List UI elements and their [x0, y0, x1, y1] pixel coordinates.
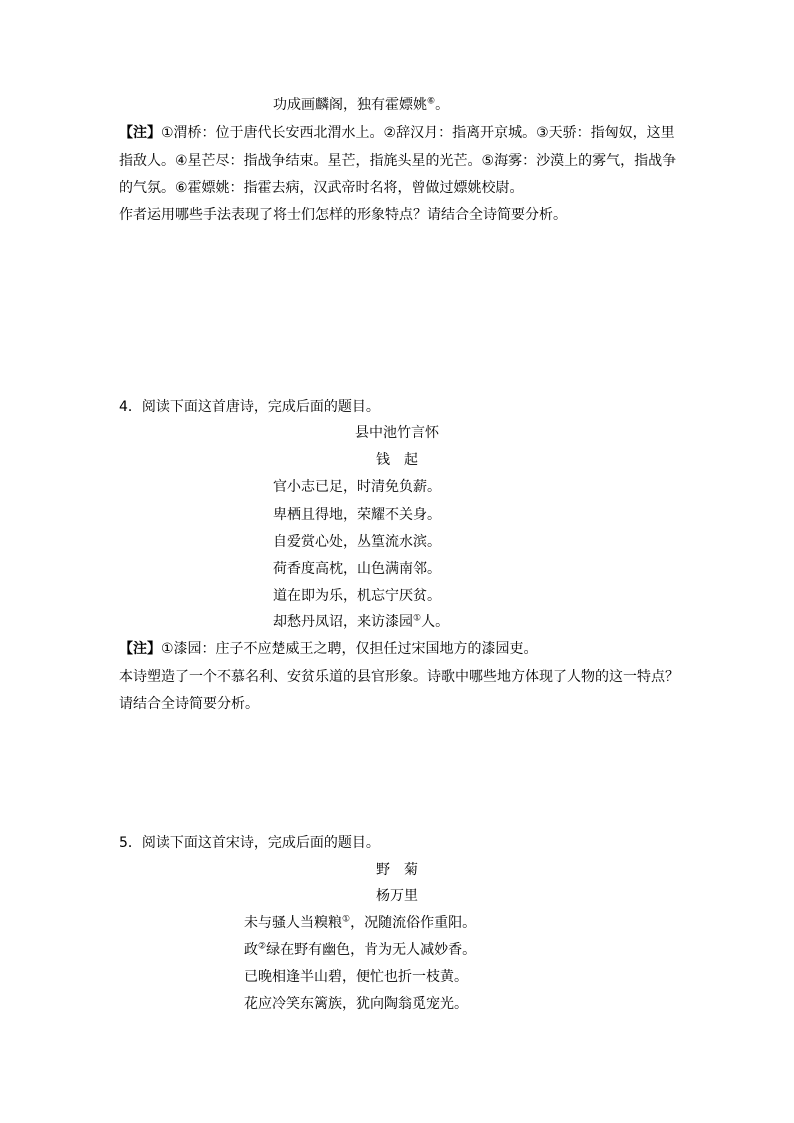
q4-question-line-1: 本诗塑造了一个不慕名利、安贫乐道的县官形象。诗歌中哪些地方体现了人物的这一特点？ [119, 669, 679, 685]
q5-poem-line-4: 花应冷笑东篱族，犹向陶翁觅宠光。 [244, 996, 468, 1012]
q4-note-tag: 【注】 [119, 641, 161, 657]
q5-poem-line-1 [244, 913, 476, 933]
q3-poem-last-line [273, 95, 449, 115]
q5-poem-author: 杨万里 [376, 888, 418, 904]
q3-note-line-3: 的气氛。⑥霍嫖姚：指霍去病，汉武帝时名将，曾做过嫖姚校尉。 [119, 180, 524, 196]
q5-poem-line-2-b: 绿在野有幽色，肯为无人减妙香。 [266, 942, 477, 958]
q4-poem-line-6-a: 却愁丹凤诏，来访漆园 [273, 614, 413, 630]
q4-note [119, 639, 538, 659]
q4-poem-footnote-mark: ① [413, 613, 422, 624]
q3-note-tag: 【注】 [119, 125, 161, 141]
q5-poem-footnote-mark-1: ① [342, 914, 351, 925]
q5-poem-footnote-mark-2: ② [258, 941, 267, 952]
q5-poem-line-1-a: 未与骚人当糗粮 [244, 915, 342, 931]
q4-poem-line-5: 道在即为乐，机忘宁厌贫。 [273, 588, 441, 604]
q3-note-text-1: ①渭桥：位于唐代长安西北渭水上。②辞汉月：指离开京城。③天骄：指匈奴，这里 [161, 125, 675, 141]
q5-poem-line-2-a: 政 [244, 942, 258, 958]
q3-poem-footnote-mark: ⑥ [427, 96, 436, 107]
q4-poem-line-4: 荷香度高枕，山色满南邻。 [273, 561, 441, 577]
q3-question: 作者运用哪些手法表现了将士们怎样的形象特点？请结合全诗简要分析。 [119, 207, 567, 223]
q3-poem-last-line-end: 。 [435, 97, 450, 113]
q3-note-line-1 [119, 123, 675, 143]
q4-question-line-2: 请结合全诗简要分析。 [119, 696, 259, 712]
q4-poem-line-2: 卑栖且得地，荣耀不关身。 [273, 507, 441, 523]
q5-poem-line-2 [244, 940, 476, 960]
q4-poem-line-6-b: 人。 [421, 614, 450, 630]
q5-poem-line-3: 已晚相逢半山碧，便忙也折一枝黄。 [244, 969, 468, 985]
q5-poem-line-1-b: ，况随流俗作重阳。 [350, 915, 477, 931]
q3-note-line-2: 指敌人。④星芒尽：指战争结束。星芒，指旄头星的光芒。⑤海雾：沙漠上的雾气，指战争 [119, 153, 677, 169]
q4-poem-line-6 [273, 612, 449, 632]
q4-poem-author: 钱 起 [376, 452, 418, 468]
q4-poem-line-3: 自爱赏心处，丛篁流水滨。 [273, 534, 441, 550]
q4-poem-line-1: 官小志已足，时清免负薪。 [273, 479, 441, 495]
q4-note-text: ①漆园：庄子不应楚威王之聘，仅担任过宋国地方的漆园吏。 [161, 641, 538, 657]
q4-poem-title: 县中池竹言怀 [355, 425, 439, 441]
q3-poem-last-line-text: 功成画麟阁，独有霍嫖姚 [273, 97, 427, 113]
q4-prompt: 4．阅读下面这首唐诗，完成后面的题目。 [119, 399, 380, 415]
q5-poem-title: 野 菊 [376, 862, 418, 878]
q5-prompt: 5．阅读下面这首宋诗，完成后面的题目。 [119, 835, 380, 851]
